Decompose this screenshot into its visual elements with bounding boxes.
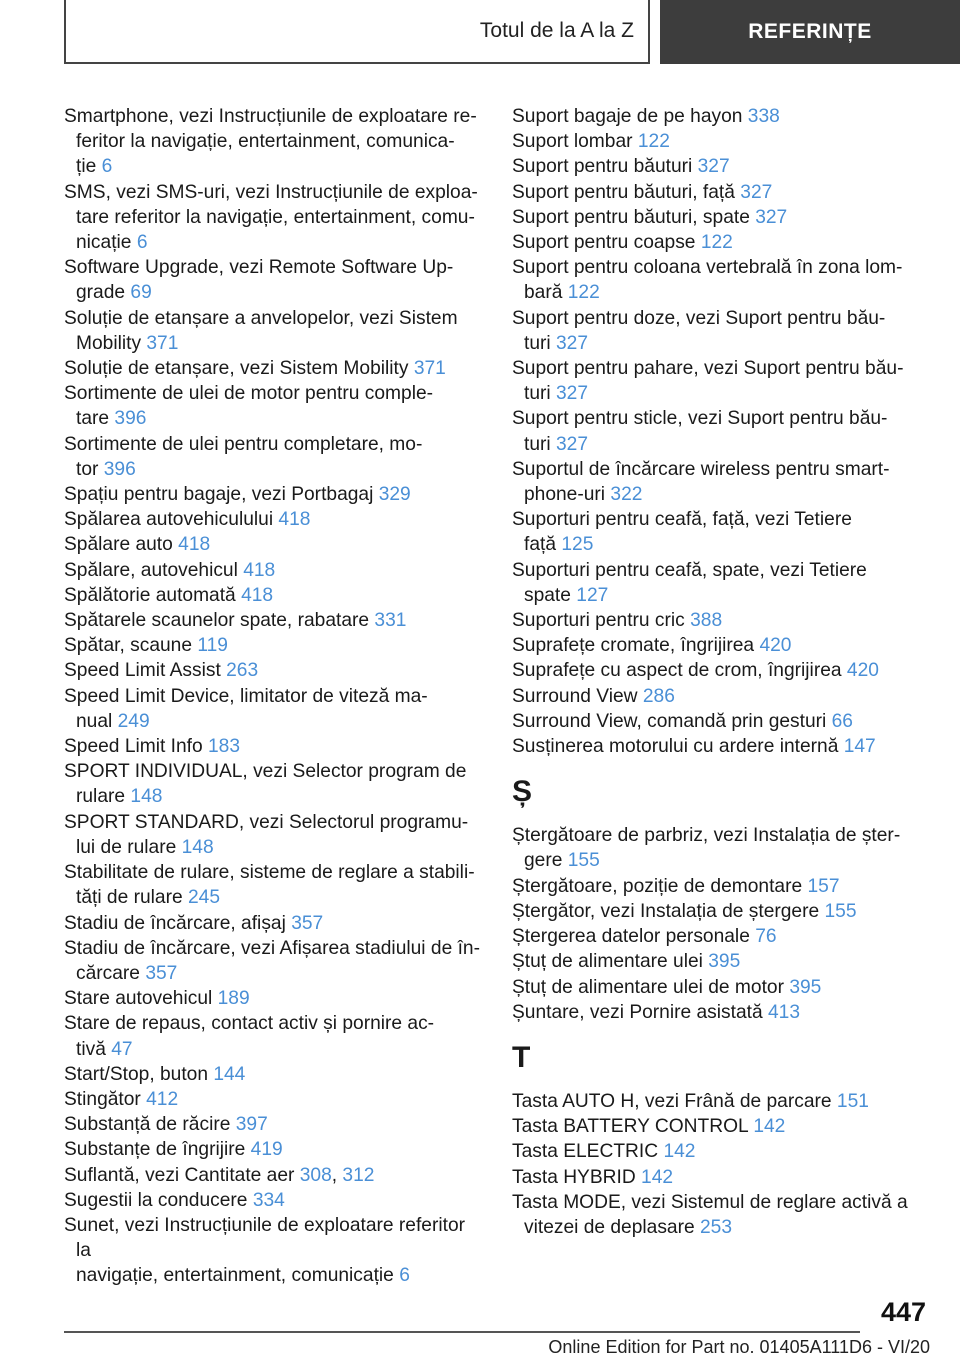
- index-entry-text: Tasta ELECTRIC: [512, 1141, 659, 1163]
- page-reference-link[interactable]: 151: [836, 1090, 869, 1112]
- index-entry: [512, 1190, 912, 1240]
- index-entry-text: Stare de repaus, contact activ și pornire ac- tivă: [64, 1013, 435, 1060]
- page-reference-link[interactable]: 327: [556, 383, 589, 405]
- page-reference-link[interactable]: 395: [789, 976, 822, 998]
- index-entry: [512, 924, 912, 949]
- index-entry: [512, 558, 912, 608]
- index-entry: [512, 975, 912, 1000]
- index-entry: [512, 205, 912, 230]
- page-reference-link[interactable]: 125: [561, 534, 594, 556]
- page-reference-link[interactable]: 412: [146, 1088, 179, 1110]
- index-entry-text: Ștergătoare de parbriz, vezi Instalația de șter- gere: [512, 825, 901, 872]
- index-entry: [64, 810, 482, 860]
- index-entry: [512, 1165, 912, 1190]
- index-entry: [512, 709, 912, 734]
- index-entry-text: Sortimente de ulei pentru completare, mo- tor: [64, 433, 423, 480]
- index-entry-text: Suflantă, vezi Cantitate aer: [64, 1164, 295, 1186]
- index-entry-text: Suprafețe cromate, îngrijirea: [512, 635, 755, 657]
- index-entry-text: Soluție de etanșare a anvelopelor, vezi Sistem Mobility: [64, 307, 458, 354]
- index-entry-text: Ștuț de alimentare ulei: [512, 951, 703, 973]
- index-entry-text: Tasta BATTERY CONTROL: [512, 1116, 748, 1138]
- index-entry: [64, 180, 482, 256]
- index-column-right: [512, 104, 912, 1240]
- index-entry: [512, 255, 912, 305]
- index-entry: [64, 381, 482, 431]
- index-entry-text: Sortimente de ulei de motor pentru comple- tare: [64, 383, 434, 430]
- page-reference-link[interactable]: 327: [556, 433, 589, 455]
- index-entry: [64, 306, 482, 356]
- index-entry: [64, 860, 482, 910]
- index-entry-text: Spațiu pentru bagaje, vezi Portbagaj: [64, 484, 374, 506]
- index-entry-text: SPORT STANDARD, vezi Selectorul programu- lui de rulare: [64, 811, 469, 858]
- index-entry-text: Tasta HYBRID: [512, 1166, 636, 1188]
- index-entry-text: Suporturi pentru cric: [512, 610, 685, 632]
- index-entry-text: Suport pentru doze, vezi Suport pentru bău- turi: [512, 307, 886, 354]
- index-entry: [64, 759, 482, 809]
- page-reference-link[interactable]: 308: [299, 1164, 332, 1186]
- index-entry-text: Suport pentru băuturi, față: [512, 181, 735, 203]
- index-entry-text: Stabilitate de rulare, sisteme de reglare a stabili- tăți de rulare: [64, 862, 475, 909]
- page-reference-link[interactable]: 47: [111, 1038, 133, 1060]
- index-entry: [64, 734, 482, 759]
- index-entry-text: SMS, vezi SMS-uri, vezi Instrucțiunile de exploa- tare referitor la navigație, entertainment, comu- nicație: [64, 181, 478, 254]
- index-entry: [64, 684, 482, 734]
- index-entry: [64, 255, 482, 305]
- page-reference-link[interactable]: 6: [136, 232, 148, 254]
- page-reference-link[interactable]: 183: [208, 736, 241, 758]
- page-reference-link[interactable]: 155: [824, 900, 857, 922]
- page-reference-link[interactable]: 157: [807, 875, 840, 897]
- page-reference-link[interactable]: 418: [278, 509, 311, 531]
- page-reference-link[interactable]: 420: [846, 660, 879, 682]
- page-reference-link[interactable]: 357: [291, 912, 324, 934]
- index-entry: [512, 507, 912, 557]
- index-entry-text: Smartphone, vezi Instrucțiunile de exploatare re- feritor la navigație, entertainment, comunica- ție: [64, 106, 477, 178]
- page-reference-link[interactable]: 419: [250, 1139, 283, 1161]
- index-entry: [64, 1137, 482, 1162]
- index-entry-text: Start/Stop, buton: [64, 1063, 208, 1085]
- index-entry: [64, 432, 482, 482]
- page-reference-link[interactable]: 338: [747, 106, 780, 127]
- index-entry-text: Șuntare, vezi Pornire asistată: [512, 1001, 763, 1023]
- index-entry: [64, 1188, 482, 1213]
- section-title: Totul de la A la Z: [479, 19, 634, 42]
- index-column-left: [64, 104, 482, 1289]
- index-entry-text: Surround View, comandă prin gesturi: [512, 710, 827, 732]
- index-entry-text: Spătarele scaunelor spate, rabatare: [64, 610, 370, 632]
- index-letter-heading: Ș: [512, 775, 533, 809]
- index-entry-text: Suport pentru coapse: [512, 232, 696, 254]
- index-entry: [512, 684, 912, 709]
- page-reference-link[interactable]: 397: [235, 1114, 268, 1136]
- index-entry-text: Suport pentru pahare, vezi Suport pentru bău- turi: [512, 358, 904, 405]
- index-entry-text: Spălare auto: [64, 534, 173, 556]
- index-entry: [512, 633, 912, 658]
- index-entry: [512, 154, 912, 179]
- index-entry: [64, 1011, 482, 1061]
- index-entry-text: Soluție de etanșare, vezi Sistem Mobility: [64, 358, 409, 380]
- index-entry: [512, 823, 912, 873]
- page-reference-link[interactable]: 327: [556, 332, 589, 354]
- index-entry-text: Suport lombar: [512, 131, 633, 153]
- page-number: 447: [880, 1297, 926, 1327]
- footer-edition: Online Edition for Part no. 01405A111D6 - VI/20: [548, 1337, 930, 1357]
- index-entry: [64, 532, 482, 557]
- page-reference-link[interactable]: 418: [241, 584, 274, 606]
- index-entry-text: Ștergător, vezi Instalația de ștergere: [512, 900, 820, 922]
- index-entry: [64, 356, 482, 381]
- index-entry: [64, 986, 482, 1011]
- index-entry: [512, 129, 912, 154]
- page-reference-link[interactable]: 119: [197, 635, 228, 657]
- page-reference-link[interactable]: 127: [576, 584, 609, 606]
- chapter-header: [660, 0, 960, 64]
- page-reference-link[interactable]: 245: [188, 887, 221, 909]
- index-entry: [512, 230, 912, 255]
- index-entry: [64, 1213, 482, 1289]
- index-entry-text: Stadiu de încărcare, vezi Afișarea stadiului de în- cărcare: [64, 937, 480, 984]
- index-entry-text: Stare autovehicul: [64, 988, 213, 1010]
- page-reference-link[interactable]: 286: [642, 685, 675, 707]
- index-entry-text: Ștergătoare, poziție de demontare: [512, 875, 803, 897]
- index-entry-text: Surround View: [512, 685, 638, 707]
- page-reference-link[interactable]: 329: [378, 484, 411, 506]
- page-reference-link[interactable]: 249: [117, 710, 150, 732]
- index-entry-text: Ștuț de alimentare ulei de motor: [512, 976, 784, 998]
- index-entry-text: Ștergerea datelor personale: [512, 926, 750, 948]
- page-reference-link[interactable]: 334: [252, 1189, 285, 1211]
- index-entry: [512, 899, 912, 924]
- page-reference-link[interactable]: 142: [641, 1166, 674, 1188]
- index-entry: [512, 1139, 912, 1164]
- page-reference-link[interactable]: 371: [413, 358, 446, 380]
- index-entry-text: Suporturi pentru ceafă, față, vezi Tetiere față: [512, 509, 852, 556]
- index-entry-text: Substanță de răcire: [64, 1114, 231, 1136]
- page-reference-link[interactable]: 263: [226, 660, 259, 682]
- index-entry: [64, 936, 482, 986]
- page-reference-link[interactable]: 327: [740, 181, 773, 203]
- index-entry-text: Suportul de încărcare wireless pentru smart- phone-uri: [512, 458, 890, 506]
- page-reference-link[interactable]: 418: [178, 534, 211, 556]
- page-reference-link[interactable]: 396: [114, 408, 147, 430]
- index-entry: [64, 1112, 482, 1137]
- index-entry: [64, 507, 482, 532]
- page-reference-link[interactable]: 189: [217, 988, 250, 1010]
- index-entry: [512, 104, 912, 129]
- index-entry-text: Software Upgrade, vezi Remote Software Up- grade: [64, 257, 454, 304]
- page-reference-link[interactable]: 6: [101, 156, 113, 178]
- index-entry-text: Spătar, scaune: [64, 635, 193, 657]
- index-entry: [64, 1087, 482, 1112]
- index-entry: [64, 482, 482, 507]
- page-reference-link[interactable]: 147: [843, 736, 876, 758]
- index-entry: [512, 356, 912, 406]
- index-entry: [512, 608, 912, 633]
- index-entry: [512, 1089, 912, 1114]
- page-reference-link[interactable]: 312: [342, 1164, 375, 1186]
- page-reference-link[interactable]: 122: [637, 131, 670, 153]
- index-entry: Suflantă, vezi Cantitate aer 308, 312: [64, 1164, 375, 1186]
- page-reference-link[interactable]: 331: [374, 610, 407, 632]
- page-reference-link[interactable]: 327: [697, 156, 730, 178]
- chapter-label: REFERINȚE: [748, 20, 872, 43]
- index-entry-text: Substanțe de îngrijire: [64, 1139, 246, 1161]
- section-header-tab: [64, 0, 650, 64]
- index-entry-text: SPORT INDIVIDUAL, vezi Selector program de rulare: [64, 761, 467, 808]
- index-entry: [64, 1062, 482, 1087]
- page-reference-link[interactable]: 322: [610, 484, 643, 506]
- page-reference-link[interactable]: 122: [567, 282, 600, 304]
- index-entry-text: Spălarea autovehiculului: [64, 509, 274, 531]
- page-reference-link[interactable]: 357: [145, 962, 178, 984]
- index-entry-text: Suprafețe cu aspect de crom, îngrijirea: [512, 660, 842, 682]
- index-entry-text: Suport pentru băuturi, spate: [512, 206, 750, 228]
- index-entry: [64, 911, 482, 936]
- index-entry-text: Stadiu de încărcare, afișaj: [64, 912, 286, 934]
- index-letter-heading: T: [512, 1040, 531, 1074]
- index-entry: [512, 734, 912, 759]
- index-entry-text: Speed Limit Info: [64, 736, 203, 758]
- page-reference-link[interactable]: 395: [708, 951, 741, 973]
- index-entry-text: Suport pentru sticle, vezi Suport pentru bău- turi: [512, 408, 888, 455]
- index-entry: [512, 457, 912, 507]
- page-reference-link[interactable]: 122: [700, 232, 733, 254]
- index-entry: [512, 1114, 912, 1139]
- index-entry-text: Speed Limit Device, limitator de viteză ma- nual: [64, 685, 428, 732]
- index-entry-text: Stingător: [64, 1088, 141, 1110]
- page-reference-link[interactable]: 142: [663, 1141, 696, 1163]
- index-entry: [512, 306, 912, 356]
- index-entry: [64, 104, 482, 180]
- page-reference-link[interactable]: 155: [567, 850, 600, 872]
- page-reference-link[interactable]: 371: [146, 332, 179, 354]
- index-entry-text: Suport pentru băuturi: [512, 156, 693, 178]
- index-entry: [64, 583, 482, 608]
- page-reference-link[interactable]: 327: [755, 206, 788, 228]
- page-reference-link[interactable]: 420: [759, 635, 792, 657]
- index-entry: [64, 608, 482, 633]
- index-entry-text: Suport pentru coloana vertebrală în zona lom- bară: [512, 257, 903, 304]
- page-reference-link[interactable]: 144: [213, 1063, 246, 1085]
- page-reference-link[interactable]: 66: [831, 710, 853, 732]
- page-reference-link[interactable]: 253: [700, 1216, 733, 1238]
- index-entry-text: Speed Limit Assist: [64, 660, 221, 682]
- page-reference-link[interactable]: 142: [753, 1116, 786, 1138]
- index-entry: [512, 180, 912, 205]
- footer-divider: [64, 1331, 860, 1333]
- index-entry-text: Suporturi pentru ceafă, spate, vezi Tetiere spate: [512, 559, 867, 606]
- index-entry: [512, 406, 912, 456]
- index-entry-text: Suport bagaje de pe hayon: [512, 106, 743, 127]
- page-reference-link[interactable]: 6: [399, 1265, 410, 1287]
- page-reference-link[interactable]: 76: [755, 926, 777, 948]
- index-entry-text: Spălare, autovehicul: [64, 559, 238, 581]
- index-entry-text: Tasta AUTO H, vezi Frână de parcare: [512, 1090, 832, 1112]
- index-entry: [512, 874, 912, 899]
- page-reference-link[interactable]: 388: [690, 610, 723, 632]
- index-entry: [512, 658, 912, 683]
- index-entry: [64, 558, 482, 583]
- page-reference-link[interactable]: 148: [181, 836, 214, 858]
- index-entry-text: Susținerea motorului cu ardere internă: [512, 736, 839, 758]
- page-reference-link[interactable]: 413: [767, 1001, 800, 1023]
- index-entry-text: Tasta MODE, vezi Sistemul de reglare activă a vitezei de deplasare: [512, 1191, 908, 1238]
- index-entry: [512, 1000, 912, 1025]
- page-reference-link[interactable]: 69: [130, 282, 152, 304]
- index-entry-text: Spălătorie automată: [64, 584, 236, 606]
- index-entry-text: Sunet, vezi Instrucțiunile de exploatare referitor la navigație, entertainment, comunicație: [64, 1214, 466, 1287]
- page-reference-link[interactable]: 396: [103, 458, 136, 480]
- index-entry: [64, 633, 482, 658]
- index-entry-text: Sugestii la conducere: [64, 1189, 248, 1211]
- index-entry: [64, 658, 482, 683]
- page-reference-link[interactable]: 418: [243, 559, 276, 581]
- page-reference-link[interactable]: 148: [130, 786, 163, 808]
- index-entry: [512, 949, 912, 974]
